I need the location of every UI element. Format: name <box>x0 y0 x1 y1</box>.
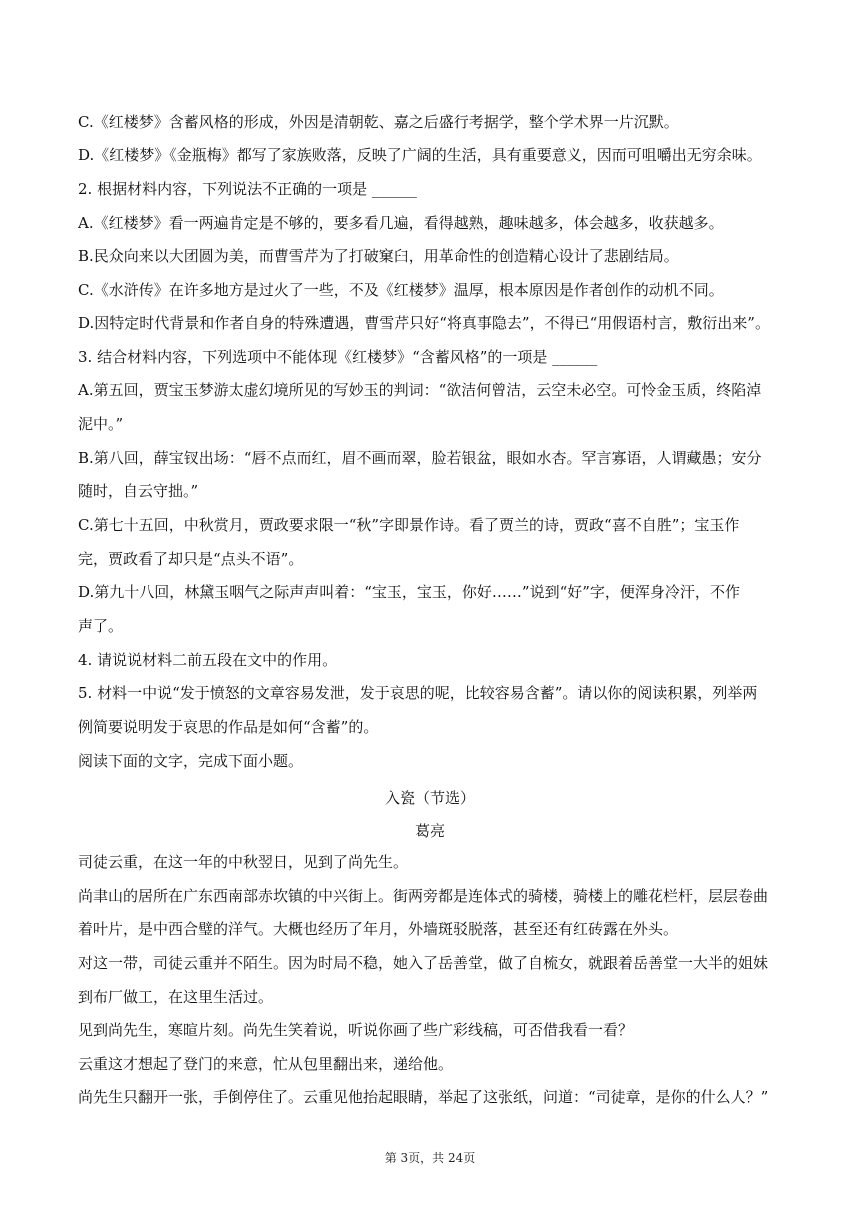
passage-paragraph: 司徒云重，在这一年的中秋翌日，见到了尚先生。 <box>78 853 409 871</box>
page-number-footer: 第 3页，共 24页 <box>384 1151 476 1165</box>
option-d-q3-cont: 声了。 <box>78 617 124 635</box>
passage-paragraph: 尚先生只翻开一张，手倒停住了。云重见他抬起眼睛，举起了这张纸，问道：“司徒章，是你的什么人？” <box>78 1088 769 1106</box>
option-b-q3: B.第八回，薛宝钗出场：“唇不点而红，眉不画而翠，脸若银盆，眼如水杏。罕言寡语，人谓藏愚；安分 <box>78 449 762 467</box>
option-c-q1: C.《红楼梦》含蓄风格的形成，外因是清朝乾、嘉之后盛行考据学，整个学术界一片沉默。 <box>78 113 679 131</box>
option-a-q3: A.第五回，贾宝玉梦游太虚幻境所见的写妙玉的判词：“欲洁何曾洁，云空未必空。可怜金玉质，终陷淖 <box>78 381 762 399</box>
question-5-cont: 例简要说明发于哀思的作品是如何“含蓄”的。 <box>78 718 379 736</box>
question-5: 5. 材料一中说“发于愤怒的文章容易发泄，发于哀思的呢，比较容易含蓄”。请以你的阅读积累，列举两 <box>78 684 758 702</box>
option-c-q3-cont: 完，贾政看了却只是“点头不语”。 <box>78 550 304 568</box>
option-a-q2: A.《红楼梦》看一两遍肯定是不够的，要多看几遍，看得越熟，趣味越多，体会越多，收获越多。 <box>78 214 724 232</box>
passage-paragraph-cont: 到布厂做工，在这里生活过。 <box>78 988 274 1006</box>
question-3: 3. 结合材料内容，下列选项中不能体现《红楼梦》“含蓄风格”的一项是 ______ <box>78 348 598 366</box>
reading-instruction: 阅读下面的文字，完成下面小题。 <box>78 752 304 770</box>
passage-title: 入瓷（节选） <box>384 789 475 807</box>
passage-author: 葛亮 <box>414 822 445 840</box>
option-c-q2: C.《水浒传》在许多地方是过火了一些，不及《红楼梦》温厚，根本原因是作者创作的动机不同。 <box>78 281 724 299</box>
question-4: 4. 请说说材料二前五段在文中的作用。 <box>78 651 338 669</box>
option-d-q3: D.第九十八回，林黛玉咽气之际声声叫着：“宝玉，宝玉，你好……”说到“好”字，便浑身冷汗，不作 <box>78 583 740 601</box>
option-b-q2: B.民众向来以大团圆为美，而曹雪芹为了打破窠臼，用革命性的创造精心设计了悲剧结局。 <box>78 247 679 265</box>
option-c-q3: C.第七十五回，中秋赏月，贾政要求限一“秋”字即景作诗。看了贾兰的诗，贾政“喜不自胜”；宝玉作 <box>78 516 740 534</box>
option-b-q3-cont: 随时，自云守拙。” <box>78 482 199 500</box>
passage-paragraph: 尚聿山的居所在广东西南部赤坎镇的中兴街上。街两旁都是连体式的骑楼，骑楼上的雕花栏杆，层层卷曲 <box>78 887 769 905</box>
passage-paragraph-cont: 着叶片，是中西合璧的洋气。大概也经历了年月，外墙斑驳脱落，甚至还有红砖露在外头。 <box>78 920 679 938</box>
passage-paragraph: 云重这才想起了登门的来意，忙从包里翻出来，递给他。 <box>78 1055 454 1073</box>
option-a-q3-cont: 泥中。” <box>78 415 124 433</box>
option-d-q2: D.因特定时代背景和作者自身的特殊遭遇，曹雪芹只好“将真事隐去”，不得已“用假语村言，敷衍出来”。 <box>78 314 770 332</box>
passage-paragraph: 对这一带，司徒云重并不陌生。因为时局不稳，她入了岳善堂，做了自梳女，就跟着岳善堂一大半的姐妹 <box>78 954 769 972</box>
option-d-q1: D.《红楼梦》《金瓶梅》都写了家族败落，反映了广阔的生活，具有重要意义，因而可咀嚼出无穷余味。 <box>78 146 762 164</box>
passage-paragraph: 见到尚先生，寒暄片刻。尚先生笑着说，听说你画了些广彩线稿，可否借我看一看？ <box>78 1021 634 1039</box>
question-2: 2. 根据材料内容，下列说法不正确的一项是 ______ <box>78 180 417 198</box>
